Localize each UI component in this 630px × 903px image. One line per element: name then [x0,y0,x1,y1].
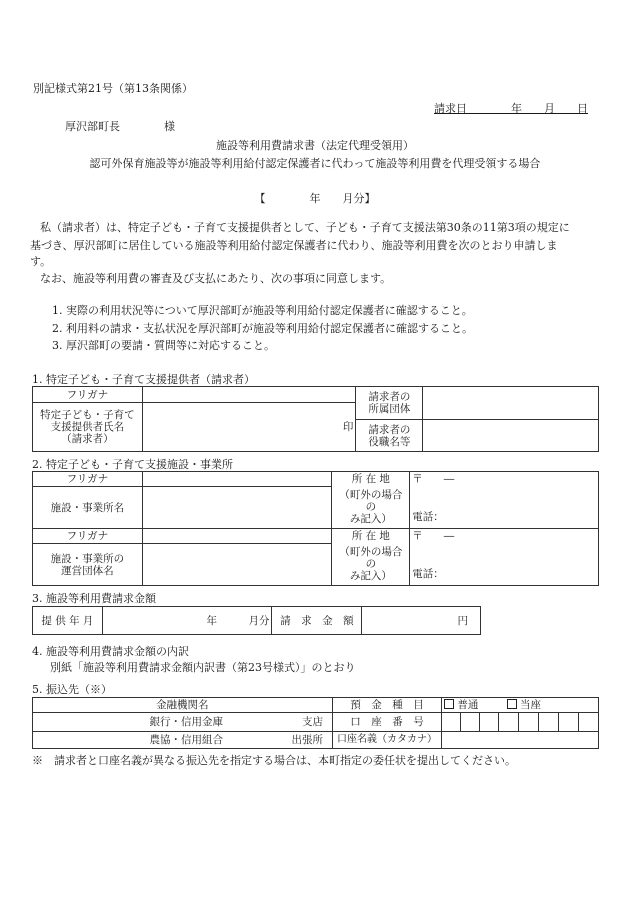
facility-name-field[interactable] [142,487,332,529]
facility-table [32,471,599,586]
operator-furigana-label: フリガナ [33,529,143,544]
amount-label: 請 求 金 額 [272,607,362,635]
account-digit-4[interactable] [499,713,519,732]
facility-name-label: 施設・事業所名 [33,487,143,529]
provider-furigana-field[interactable] [142,387,356,403]
amount-field[interactable]: 円 [362,607,481,635]
org-field[interactable] [423,387,599,420]
operator-tel: 電話： [412,568,444,580]
consent-item-2: 2. 利用料の請求・支払状況を厚沢部町が施設等利用給付認定保護者に確認すること。 [52,322,473,335]
request-date: 請求日 年 月 日 [434,102,588,115]
deposit-type-options [442,698,599,713]
facility-postal: 〒 ― [412,473,455,485]
amount-table [32,606,481,635]
operator-postal: 〒 ― [412,530,455,542]
operator-address-field[interactable] [410,529,599,586]
operator-name-label: 施設・事業所の 運営団体名 [33,544,143,586]
bank-line-2[interactable]: 農協・信用組合 出張所 [33,732,333,749]
footnote: ※ 請求者と口座名義が異なる振込先を指定する場合は、本町指定の委任状を提出してください。 [32,754,516,767]
account-holder-field[interactable] [442,732,599,749]
operator-address-label: 所 在 地 [332,529,410,544]
section5-heading: 5. 振込先（※） [32,683,112,696]
bank-name-header: 金融機関名 [33,698,333,713]
facility-address-field[interactable] [410,472,599,529]
title-label: 請求者の 役職名等 [356,420,423,452]
org-label: 請求者の 所属団体 [356,387,423,420]
section1-heading: 1. 特定子ども・子育て支援提供者（請求者） [32,373,255,386]
page-subtitle: 認可外保育施設等が施設等利用給付認定保護者に代わって施設等利用費を代理受領する場合 [89,157,541,170]
provider-name-field[interactable] [142,403,356,452]
addressee: 厚沢部町長 様 [65,120,175,133]
checkbox-icon [507,699,517,709]
declaration-line-3: す。 [30,255,52,268]
section3-heading: 3. 施設等利用費請求金額 [32,592,156,605]
account-digit-6[interactable] [539,713,559,732]
account-digit-8[interactable] [578,713,598,732]
bank-line-1[interactable]: 銀行・信用金庫 支店 [33,713,333,732]
title-field[interactable] [423,420,599,452]
facility-address-label: 所 在 地 [332,472,410,487]
provider-name-label: 特定子ども・子育て 支援提供者氏名 （請求者） [33,403,143,452]
period-field[interactable]: 年 月分 [102,607,272,635]
facility-outside-note: （町外の場合の み記入） [332,487,410,529]
account-holder-label: 口座名義（カタカナ） [332,732,442,749]
facility-furigana-label: フリガナ [33,472,143,487]
operator-outside-note: （町外の場合の み記入） [332,544,410,586]
regular-checkbox[interactable]: 普通 [444,699,478,711]
consent-statement: なお、施設等利用費の審査及び支払にあたり、次の事項に同意します。 [40,272,392,285]
consent-item-1: 1. 実際の利用状況等について厚沢部町が施設等利用給付認定保護者に確認すること。 [52,304,473,317]
account-digit-2[interactable] [461,713,480,732]
seal-mark: 印 [342,421,354,433]
account-digit-5[interactable] [519,713,539,732]
section4-heading: 4. 施設等利用費請求金額の内訳 [32,645,189,658]
page-title: 施設等利用費請求書（法定代理受領用） [216,139,414,152]
provider-table [32,386,599,452]
account-digit-1[interactable] [442,713,461,732]
furigana-label: フリガナ [33,387,143,403]
operator-name-field[interactable] [142,544,332,586]
consent-item-3: 3. 厚沢部町の要請・質問等に対応すること。 [52,339,275,352]
facility-tel: 電話： [412,511,444,523]
section2-heading: 2. 特定子ども・子育て支援施設・事業所 [32,458,233,471]
account-number-label: 口 座 番 号 [332,713,442,732]
deposit-type-label: 預 金 種 目 [332,698,442,713]
account-digit-7[interactable] [559,713,579,732]
declaration-line-2: 基づき、厚沢部町に居住している施設等利用給付認定保護者に代わり、施設等利用費を次のとおり申請しま [30,239,558,252]
period-label: 提 供 年 月 [33,607,103,635]
breakdown-reference: 別紙「施設等利用費請求金額内訳書（第23号様式）」のとおり [50,661,356,674]
facility-furigana-field[interactable] [142,472,332,487]
form-number: 別記様式第21号（第13条関係） [33,82,193,95]
account-digit-3[interactable] [480,713,499,732]
billing-period: 【 年 月分】 [254,192,376,205]
current-checkbox[interactable]: 当座 [507,699,541,711]
checkbox-icon [444,699,454,709]
bank-table [32,697,599,749]
operator-furigana-field[interactable] [142,529,332,544]
declaration-line-1: 私（請求者）は、特定子ども・子育て支援提供者として、子ども・子育て支援法第30条の11第3項の規定に [40,221,570,234]
